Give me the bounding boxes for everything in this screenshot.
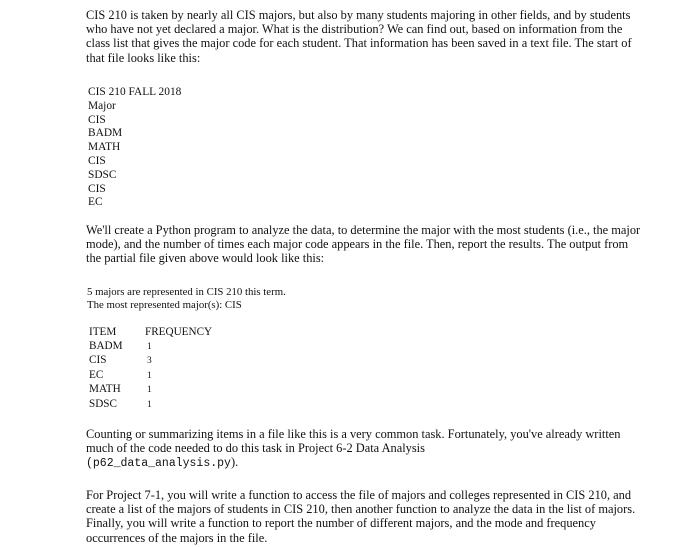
frequency-table <box>89 326 212 413</box>
table-row <box>89 398 212 413</box>
header-item: ITEM <box>89 326 117 338</box>
counting-text: Counting or summarizing items in a file like this is a very common task. Fortunately, you've already written much of the code needed to do this task in Project 6-2 Data Analysis <box>86 427 621 456</box>
intro-paragraph: CIS 210 is taken by nearly all CIS majors, but also by many students majoring in other fields, and by students who have not yet declared a major. What is the distribution? We can find out, based on information from the class list that gives the major code for each student. That information has been saved in a text file. The start of that file looks like this: <box>86 8 632 65</box>
table-row <box>89 369 212 384</box>
row-item: SDSC <box>89 397 117 410</box>
counting-paragraph <box>86 427 646 472</box>
table-header-row <box>89 326 212 340</box>
table-row <box>89 383 212 398</box>
output-line: 5 majors are represented in CIS 210 this term. <box>87 286 286 298</box>
header-frequency: FREQUENCY <box>145 326 213 338</box>
row-count: 1 <box>147 385 152 396</box>
row-count: 1 <box>147 370 152 381</box>
row-count: 3 <box>147 356 152 367</box>
row-count: 1 <box>147 341 152 352</box>
file-line: CIS <box>88 113 106 126</box>
file-line: BADM <box>88 127 123 140</box>
table-row <box>89 340 212 355</box>
file-line: Major <box>88 99 116 112</box>
table-row <box>89 354 212 369</box>
code-filename: (p62_data_analysis.py <box>86 457 231 471</box>
file-line: CIS 210 FALL 2018 <box>88 86 182 98</box>
output-line: The most represented major(s): CIS <box>87 299 242 312</box>
row-item: BADM <box>89 339 123 352</box>
project-paragraph: For Project 7-1, you will write a function to access the file of majors and colleges represented in CIS 210, and create a list of the majors of students in CIS 210, then another function to analyze the data in the list of majors. Finally, you will write a function to report the number of different majors, and the mode and frequency occurrences of the majors in the file. <box>86 488 636 545</box>
file-line: CIS <box>88 182 106 195</box>
row-item: MATH <box>89 383 121 396</box>
file-line: EC <box>88 196 103 209</box>
row-item: EC <box>89 368 104 381</box>
file-sample <box>88 86 181 210</box>
task-paragraph: We'll create a Python program to analyze the data, to determine the major with the most students (i.e., the major mode), and the number of times each major code appears in the file. Then, report the results. The output from the partial file given above would look like this: <box>86 223 641 266</box>
program-output <box>87 286 286 313</box>
file-line: MATH <box>88 141 121 154</box>
file-line: SDSC <box>88 168 117 181</box>
row-item: CIS <box>89 354 107 367</box>
row-count: 1 <box>147 399 152 410</box>
counting-after: ). <box>230 455 239 470</box>
file-line: CIS <box>88 154 106 167</box>
